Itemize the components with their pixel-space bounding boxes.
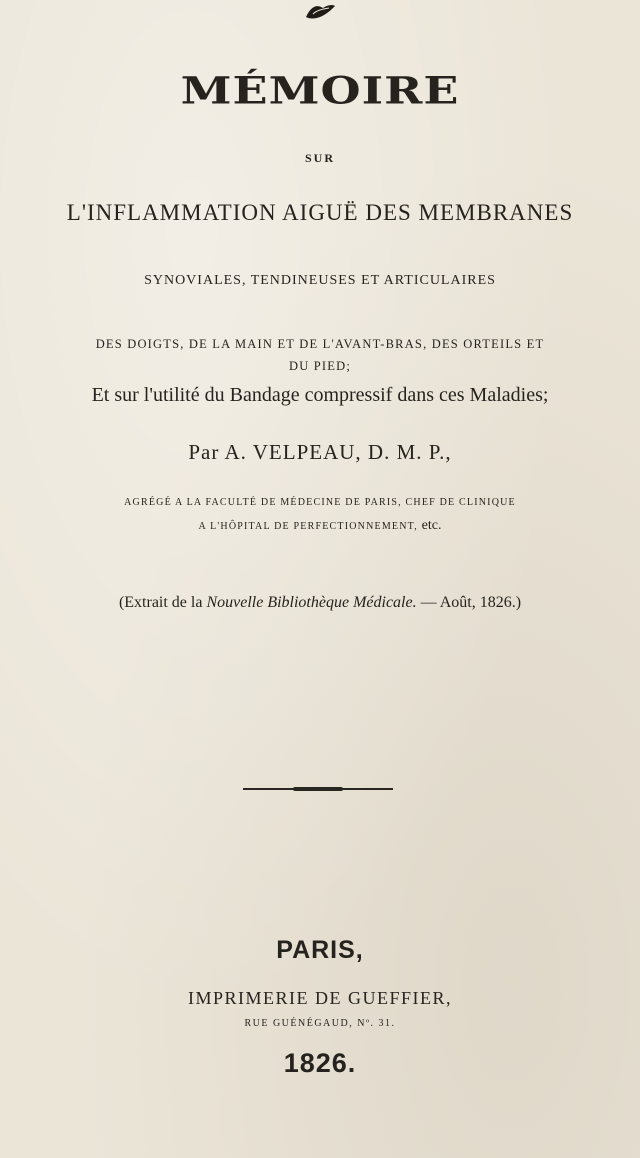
author-line [0, 440, 640, 465]
imprint-printer: IMPRIMERIE DE GUEFFIER, [187, 988, 452, 1008]
credentials-line-2 [0, 518, 640, 534]
credentials-text: A L'HÔPITAL DE PERFECTIONNEMENT, [198, 521, 418, 532]
author-name: A. VELPEAU, D. M. P., [224, 440, 452, 464]
extract-note [0, 594, 640, 612]
extract-prefix: (Extrait de la [118, 594, 203, 611]
document-title: MÉMOIRE [180, 68, 460, 113]
credentials-etc: etc. [421, 518, 442, 533]
extract-date: — Août, 1826.) [420, 594, 522, 611]
subtitle-line-4: DU PIED; [288, 359, 352, 373]
fleuron-ornament-icon [303, 2, 337, 20]
decorative-rule [243, 788, 393, 790]
subtitle-line-3: DES DOIGTS, DE LA MAIN ET DE L'AVANT-BRAS, DES ORTEILS ET [95, 337, 545, 351]
author-prefix: Par [188, 440, 220, 464]
journal-name: Nouvelle Bibliothèque Médicale. [206, 594, 417, 611]
subtitle-line-1: L'INFLAMMATION AIGUË DES MEMBRANES [66, 200, 574, 225]
credentials-line-1: AGRÉGÉ A LA FACULTÉ DE MÉDECINE DE PARIS, CHEF DE CLINIQUE [124, 497, 516, 508]
imprint-year: 1826. [283, 1048, 357, 1078]
subtitle-line-2: SYNOVIALES, TENDINEUSES ET ARTICULAIRES [144, 273, 496, 288]
imprint-city: PARIS, [276, 936, 364, 964]
usage-line: Et sur l'utilité du Bandage compressif dans ces Maladies; [91, 384, 549, 406]
sur-label: SUR [304, 151, 335, 165]
imprint-street: RUE GUÉNÉGAUD, Nº. 31. [244, 1018, 396, 1029]
